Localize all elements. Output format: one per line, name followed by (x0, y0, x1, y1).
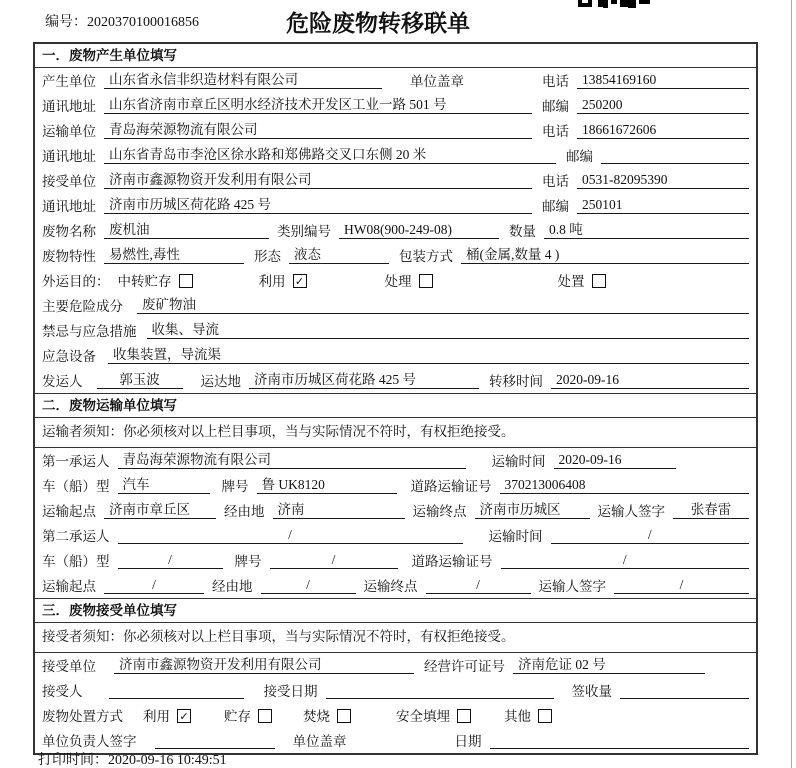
field-label: 电话 (542, 174, 569, 189)
field-value: 济南市章丘区 (104, 502, 216, 519)
field-value: 液态 (289, 247, 389, 264)
checkbox-unchecked-icon[interactable] (337, 709, 351, 723)
field-value: / (501, 552, 750, 569)
field-value: 郭玉波 (97, 372, 183, 389)
field-value: / (104, 577, 204, 594)
field-value: 13854169160 (577, 72, 749, 89)
print-time-value: 2020-09-16 10:49:51 (108, 753, 227, 768)
notice-text: 接受者须知：你必须核对以上栏目事项，当与实际情况不符时，有权拒绝接受。 (35, 623, 756, 653)
field-value: / (614, 577, 749, 594)
field-value (490, 734, 750, 749)
field-value (109, 684, 244, 699)
field-label: 日期 (454, 734, 482, 749)
print-time (38, 749, 227, 768)
field-value: 济南市历城区荷花路 425 号 (249, 372, 479, 389)
field-label: 接受单位 (42, 659, 96, 674)
checkbox-option[interactable] (143, 709, 191, 724)
field-label: 电话 (542, 74, 569, 89)
field-label: 类别编号 (277, 224, 331, 239)
field-value: 0.8 吨 (544, 222, 749, 239)
form-row (35, 573, 756, 598)
field-value: 山东省永信非织造材料有限公司 (104, 72, 382, 89)
form-row (35, 143, 756, 168)
field-value: 废矿物油 (137, 297, 749, 314)
form-row (35, 678, 756, 703)
checkbox-label: 利用 (143, 709, 170, 724)
form-row (35, 523, 756, 548)
form-row (35, 498, 756, 523)
form-row (35, 473, 756, 498)
field-value: 汽车 (118, 477, 210, 494)
field-value: / (118, 527, 463, 544)
serial-value: 2020370100016856 (87, 15, 199, 30)
field-value: 山东省青岛市李沧区徐水路和郑佛路交叉口东侧 20 米 (104, 147, 556, 164)
checkbox-checked-icon[interactable]: ✓ (177, 709, 191, 723)
field-value: 易燃性,毒性 (104, 247, 244, 264)
field-label: 电话 (542, 124, 569, 139)
field-value: 济南市鑫源物资开发利用有限公司 (104, 172, 532, 189)
field-label: 废物名称 (42, 224, 96, 239)
field-value: 废机油 (104, 222, 269, 239)
form-row (35, 448, 756, 473)
field-value: 250200 (577, 97, 749, 114)
field-label: 经由地 (212, 579, 253, 594)
field-label: 邮编 (542, 99, 569, 114)
form-row (35, 343, 756, 368)
field-label: 包装方式 (399, 249, 453, 264)
field-value (601, 149, 749, 164)
field-label: 运输时间 (488, 529, 543, 544)
page-edge-line (791, 0, 792, 768)
field-label: 车（船）型 (42, 554, 110, 569)
field-label: 禁忌与应急措施 (42, 324, 137, 339)
field-value: 收集、导流 (147, 322, 750, 339)
field-label: 应急设备 (42, 349, 96, 364)
field-label: 运输起点 (42, 579, 96, 594)
field-value: 鲁 UK8120 (257, 477, 397, 494)
field-value: 济南市历城区 (475, 502, 590, 519)
field-value (326, 684, 554, 699)
checkbox-option[interactable] (504, 709, 552, 724)
field-label: 形态 (254, 249, 281, 264)
checkbox-unchecked-icon[interactable] (419, 274, 433, 288)
form-row (35, 293, 756, 318)
field-label: 运输单位 (42, 124, 96, 139)
section-header: 一．废物产生单位填写 (35, 44, 756, 68)
field-value: 2020-09-16 (554, 452, 676, 469)
field-value: 青岛海荣源物流有限公司 (104, 122, 532, 139)
form-section (35, 393, 756, 598)
manifest-form-table (33, 42, 758, 755)
field-label: 接受日期 (263, 684, 318, 699)
checkbox-unchecked-icon[interactable] (538, 709, 552, 723)
field-value (155, 734, 275, 749)
checkbox-label: 中转贮存 (117, 274, 172, 289)
field-value: 桶(金属,数量 4 ) (461, 247, 749, 264)
field-value: 济南危证 02 号 (513, 657, 705, 674)
section-header: 三．废物接受单位填写 (35, 598, 756, 623)
checkbox-label: 处置 (557, 274, 585, 289)
field-label: 废物特性 (42, 249, 96, 264)
field-label: 接受单位 (42, 174, 96, 189)
field-label: 道路运输证号 (411, 554, 493, 569)
print-time-label: 打印时间： (38, 753, 108, 768)
form-row (35, 193, 756, 218)
section-header: 二．废物运输单位填写 (35, 393, 756, 418)
field-value: 18661672606 (577, 122, 749, 139)
field-label: 运达地 (200, 374, 241, 389)
form-row (35, 118, 756, 143)
field-label: 单位负责人签字 (42, 734, 137, 749)
checkbox-label: 贮存 (224, 709, 251, 724)
field-value: / (551, 527, 750, 544)
field-label: 通讯地址 (42, 149, 96, 164)
checkbox-option[interactable] (118, 274, 193, 289)
field-label: 接受人 (42, 684, 83, 699)
field-value: 济南市历城区荷花路 425 号 (104, 197, 532, 214)
form-row (35, 68, 756, 93)
field-label: 单位盖章 (292, 734, 347, 749)
field-value (620, 684, 749, 699)
field-label: 邮编 (542, 199, 569, 214)
field-label: 车（船）型 (42, 479, 110, 494)
field-value: 山东省济南市章丘区明水经济技术开发区工业一路 501 号 (104, 97, 532, 114)
field-label: 运输终点 (412, 504, 467, 519)
checkbox-label: 利用 (258, 274, 286, 289)
checkbox-option[interactable] (303, 709, 351, 724)
field-value: 2020-09-16 (551, 372, 749, 389)
notice-text: 运输者须知：你必须核对以上栏目事项，当与实际情况不符时，有权拒绝接受。 (35, 418, 756, 448)
checkbox-unchecked-icon[interactable] (258, 709, 272, 723)
form-row (35, 703, 756, 728)
field-label: 邮编 (566, 149, 593, 164)
field-label: 外运目的： (42, 274, 110, 289)
checkbox-option[interactable] (259, 274, 307, 289)
field-label: 经由地 (224, 504, 265, 519)
form-row (35, 368, 756, 393)
field-label: 转移时间 (489, 374, 543, 389)
field-label: 牌号 (221, 479, 249, 494)
checkbox-checked-icon[interactable]: ✓ (293, 274, 307, 288)
checkbox-option[interactable] (224, 709, 272, 724)
field-label: 运输人签字 (597, 504, 665, 519)
field-label: 牌号 (234, 554, 262, 569)
field-label: 产生单位 (42, 74, 96, 89)
checkbox-option[interactable] (396, 709, 471, 724)
field-value: / (261, 577, 356, 594)
field-label: 废物处置方式 (42, 709, 123, 724)
checkbox-label: 处理 (384, 274, 412, 289)
field-label: 第二承运人 (42, 529, 110, 544)
field-label: 主要危险成分 (42, 299, 123, 314)
field-label: 道路运输证号 (410, 479, 492, 494)
field-value: 370213006408 (500, 477, 750, 494)
serial-label: 编号： (45, 15, 87, 30)
field-label: 通讯地址 (42, 99, 96, 114)
field-value: 0531-82095390 (577, 172, 749, 189)
form-row (35, 93, 756, 118)
checkbox-unchecked-icon[interactable] (592, 274, 606, 288)
field-value: 张春雷 (673, 502, 749, 519)
field-label: 运输起点 (42, 504, 96, 519)
form-section (35, 598, 756, 753)
field-value: 青岛海荣源物流有限公司 (118, 452, 466, 469)
page-title: 危险废物转移联单 (286, 11, 470, 36)
field-label: 发运人 (42, 374, 83, 389)
field-value: / (426, 577, 531, 594)
field-value: 济南市鑫源物资开发利用有限公司 (114, 657, 414, 674)
checkbox-option[interactable] (558, 274, 606, 289)
field-label: 数量 (509, 224, 536, 239)
form-section (35, 44, 756, 393)
checkbox-unchecked-icon[interactable] (457, 709, 471, 723)
checkbox-label: 其他 (504, 709, 531, 724)
form-row (35, 548, 756, 573)
field-label: 经营许可证号 (424, 659, 505, 674)
field-label: 通讯地址 (42, 199, 96, 214)
field-label: 运输时间 (491, 454, 546, 469)
form-row (35, 318, 756, 343)
field-value: HW08(900-249-08) (339, 222, 499, 239)
checkbox-option[interactable] (385, 274, 433, 289)
field-value: 济南 (273, 502, 405, 519)
field-label: 运输人签字 (538, 579, 606, 594)
form-row (35, 268, 756, 293)
checkbox-label: 安全填埋 (396, 709, 450, 724)
form-row (35, 168, 756, 193)
checkbox-unchecked-icon[interactable] (179, 274, 193, 288)
checkbox-label: 焚烧 (303, 709, 330, 724)
form-row (35, 653, 756, 678)
field-value: 250101 (577, 197, 749, 214)
field-value: / (270, 552, 398, 569)
field-value: 收集装置，导流渠 (108, 347, 749, 364)
qr-code-fragment (578, 0, 650, 9)
form-row (35, 243, 756, 268)
field-label: 单位盖章 (410, 74, 464, 89)
document-header (0, 0, 796, 42)
field-value: / (118, 552, 223, 569)
field-label: 第一承运人 (42, 454, 110, 469)
form-row (35, 218, 756, 243)
field-label: 签收量 (571, 684, 612, 699)
field-label: 运输终点 (363, 579, 418, 594)
